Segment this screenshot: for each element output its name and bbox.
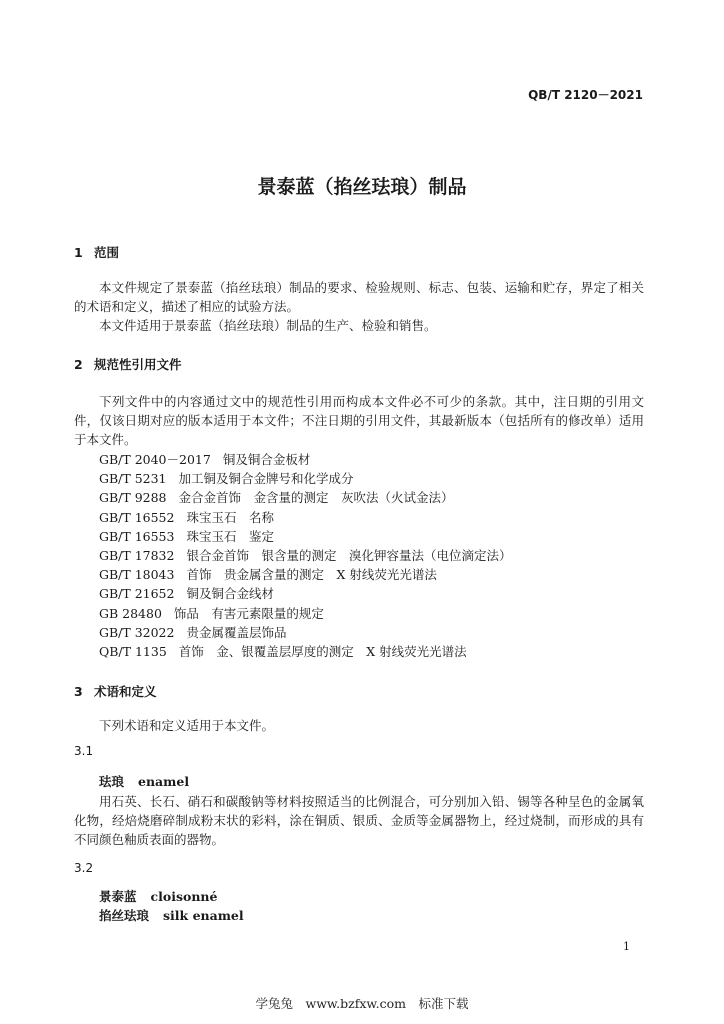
document-title: 景泰蓝（掐丝珐琅）制品: [257, 176, 467, 198]
reference-name: 珠宝玉石 鉴定: [186, 528, 274, 544]
term-alt-en: silk enamel: [163, 908, 244, 923]
term-cn: 景泰蓝: [99, 889, 137, 904]
section-1-heading: [74, 243, 119, 261]
reference-code: GB/T 18043: [99, 567, 175, 583]
section-number: 1: [74, 245, 83, 260]
reference-item: [99, 508, 511, 527]
section-number: 3: [74, 684, 83, 699]
section-2-heading: [74, 355, 182, 373]
term-number: 3.2: [74, 861, 94, 875]
reference-code: GB/T 5231: [99, 471, 167, 487]
term-definition: 用石英、长石、硝石和碳酸钠等材料按照适当的比例混合，可分别加入铅、锡等各种呈色的金属氧化物，经焙烧磨碎制成粉末状的彩料，涂在铜质、银质、金质等金属器物上，经过烧制，而形成的具有不同颜色釉质表面的器物。: [74, 794, 644, 847]
scope-paragraph-1: 本文件规定了景泰蓝（掐丝珐琅）制品的要求、检验规则、标志、包装、运输和贮存，界定了相关的术语和定义，描述了相应的试验方法。: [74, 280, 644, 314]
reference-list: [99, 450, 511, 661]
term-number: 3.1: [74, 744, 94, 758]
reference-name: 铜及铜合金板材: [222, 452, 311, 467]
reference-code: GB/T 16553: [99, 528, 175, 544]
term-heading: [99, 772, 189, 790]
term-en: enamel: [138, 774, 190, 789]
reference-name: 金合金首饰 金含量的测定 灰吹法（火试金法）: [178, 490, 454, 506]
reference-code: GB/T 17832: [99, 548, 175, 564]
watermark-footer: 学兔兔 www.bzfxw.com 标准下载: [255, 996, 469, 1011]
reference-item: [99, 527, 511, 546]
reference-code: GB/T 21652: [99, 586, 175, 602]
term-cn: 珐琅: [99, 774, 125, 789]
term-en: cloisonné: [150, 889, 218, 904]
section-3-heading: [74, 682, 157, 700]
term-alt-heading: [99, 906, 244, 924]
reference-name: 饰品 有害元素限量的规定: [173, 605, 324, 621]
terms-intro: 下列术语和定义适用于本文件。: [99, 718, 275, 733]
reference-item: [99, 546, 511, 565]
reference-name: 首饰 贵金属含量的测定 X 射线荧光光谱法: [186, 567, 437, 583]
reference-code: GB/T 16552: [99, 509, 175, 525]
standard-code: QB/T 2120－2021: [528, 88, 643, 102]
normative-intro: 下列文件中的内容通过文中的规范性引用而构成本文件必不可少的条款。其中，注日期的引用文件，仅该日期对应的版本适用于本文件；不注日期的引用文件，其最新版本（包括所有的修改单）适用于本文件。: [74, 394, 644, 447]
reference-name: 铜及铜合金线材: [186, 586, 274, 602]
reference-item: [99, 623, 511, 642]
reference-name: 首饰 金、银覆盖层厚度的测定 X 射线荧光光谱法: [178, 644, 467, 660]
section-title: 规范性引用文件: [94, 357, 182, 372]
reference-item: [99, 450, 511, 469]
reference-code: GB/T 2040－2017: [99, 452, 211, 467]
section-title: 范围: [94, 245, 120, 260]
section-title: 术语和定义: [94, 684, 157, 699]
reference-code: GB/T 32022: [99, 624, 175, 640]
reference-name: 珠宝玉石 名称: [186, 509, 274, 525]
reference-code: QB/T 1135: [99, 644, 167, 660]
reference-code: GB/T 9288: [99, 490, 167, 506]
reference-item: [99, 604, 511, 623]
reference-item: [99, 584, 511, 603]
reference-item: [99, 488, 511, 507]
section-number: 2: [74, 357, 83, 372]
term-heading: [99, 887, 217, 905]
reference-item: [99, 642, 511, 661]
reference-item: [99, 469, 511, 488]
reference-code: GB 28480: [99, 605, 162, 621]
reference-name: 贵金属覆盖层饰品: [186, 624, 287, 640]
term-alt-cn: 掐丝珐琅: [99, 908, 150, 923]
reference-item: [99, 565, 511, 584]
reference-name: 加工铜及铜合金牌号和化学成分: [178, 471, 354, 487]
page-number: 1: [623, 940, 630, 953]
scope-paragraph-2: 本文件适用于景泰蓝（掐丝珐琅）制品的生产、检验和销售。: [99, 318, 437, 333]
reference-name: 银合金首饰 银含量的测定 溴化钾容量法（电位滴定法）: [186, 548, 512, 564]
